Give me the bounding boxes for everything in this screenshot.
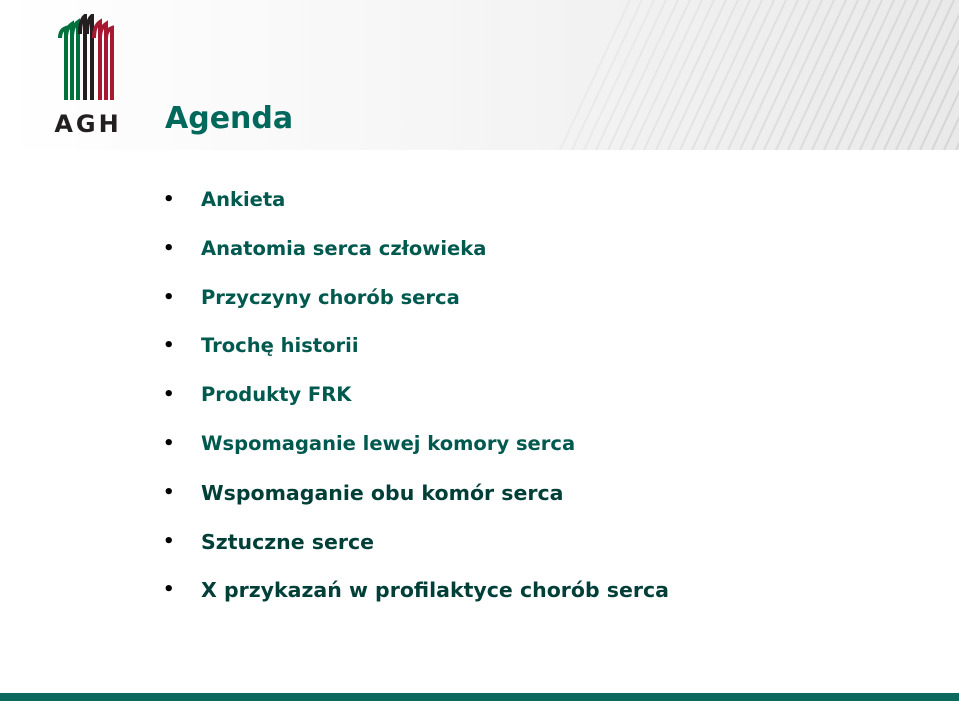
agenda-item-label: Ankieta: [201, 188, 286, 211]
agenda-item: [163, 334, 669, 383]
agenda-item-label: X przykazań w profilaktyce chorób serca: [201, 578, 670, 603]
agenda-item-label: Wspomaganie obu komór serca: [201, 480, 564, 505]
agenda-item: [163, 481, 669, 530]
agenda-item-label: Sztuczne serce: [201, 529, 375, 554]
agenda-item: [163, 237, 669, 286]
agenda-item-label: Wspomaganie lewej komory serca: [201, 431, 576, 455]
bullet-icon: •: [163, 384, 175, 406]
logo-stripes: [60, 16, 112, 100]
agenda-item: [163, 383, 669, 432]
bullet-icon: •: [163, 530, 175, 552]
agenda-item-label: Anatomia serca człowieka: [201, 236, 487, 260]
header-decoration: [0, 0, 959, 150]
bullet-icon: •: [163, 432, 175, 454]
agenda-list: [163, 188, 669, 627]
agenda-item: [163, 530, 669, 579]
slide-title: Agenda: [165, 101, 294, 136]
logo-text: AGH: [54, 110, 122, 136]
agenda-item: [163, 578, 669, 627]
bullet-icon: •: [163, 286, 175, 308]
bullet-icon: •: [163, 335, 175, 357]
bullet-icon: •: [163, 481, 175, 503]
agenda-item: [163, 432, 669, 481]
agenda-item-label: Produkty FRK: [201, 383, 352, 407]
bullet-icon: •: [163, 579, 175, 601]
agenda-item: [163, 188, 669, 237]
agenda-item: [163, 286, 669, 335]
agh-logo: [54, 14, 122, 136]
bullet-icon: •: [163, 189, 175, 210]
agenda-item-label: Trochę historii: [201, 334, 359, 358]
footer-bar: [0, 693, 959, 701]
bullet-icon: •: [163, 237, 175, 259]
agenda-item-label: Przyczyny chorób serca: [201, 285, 460, 309]
